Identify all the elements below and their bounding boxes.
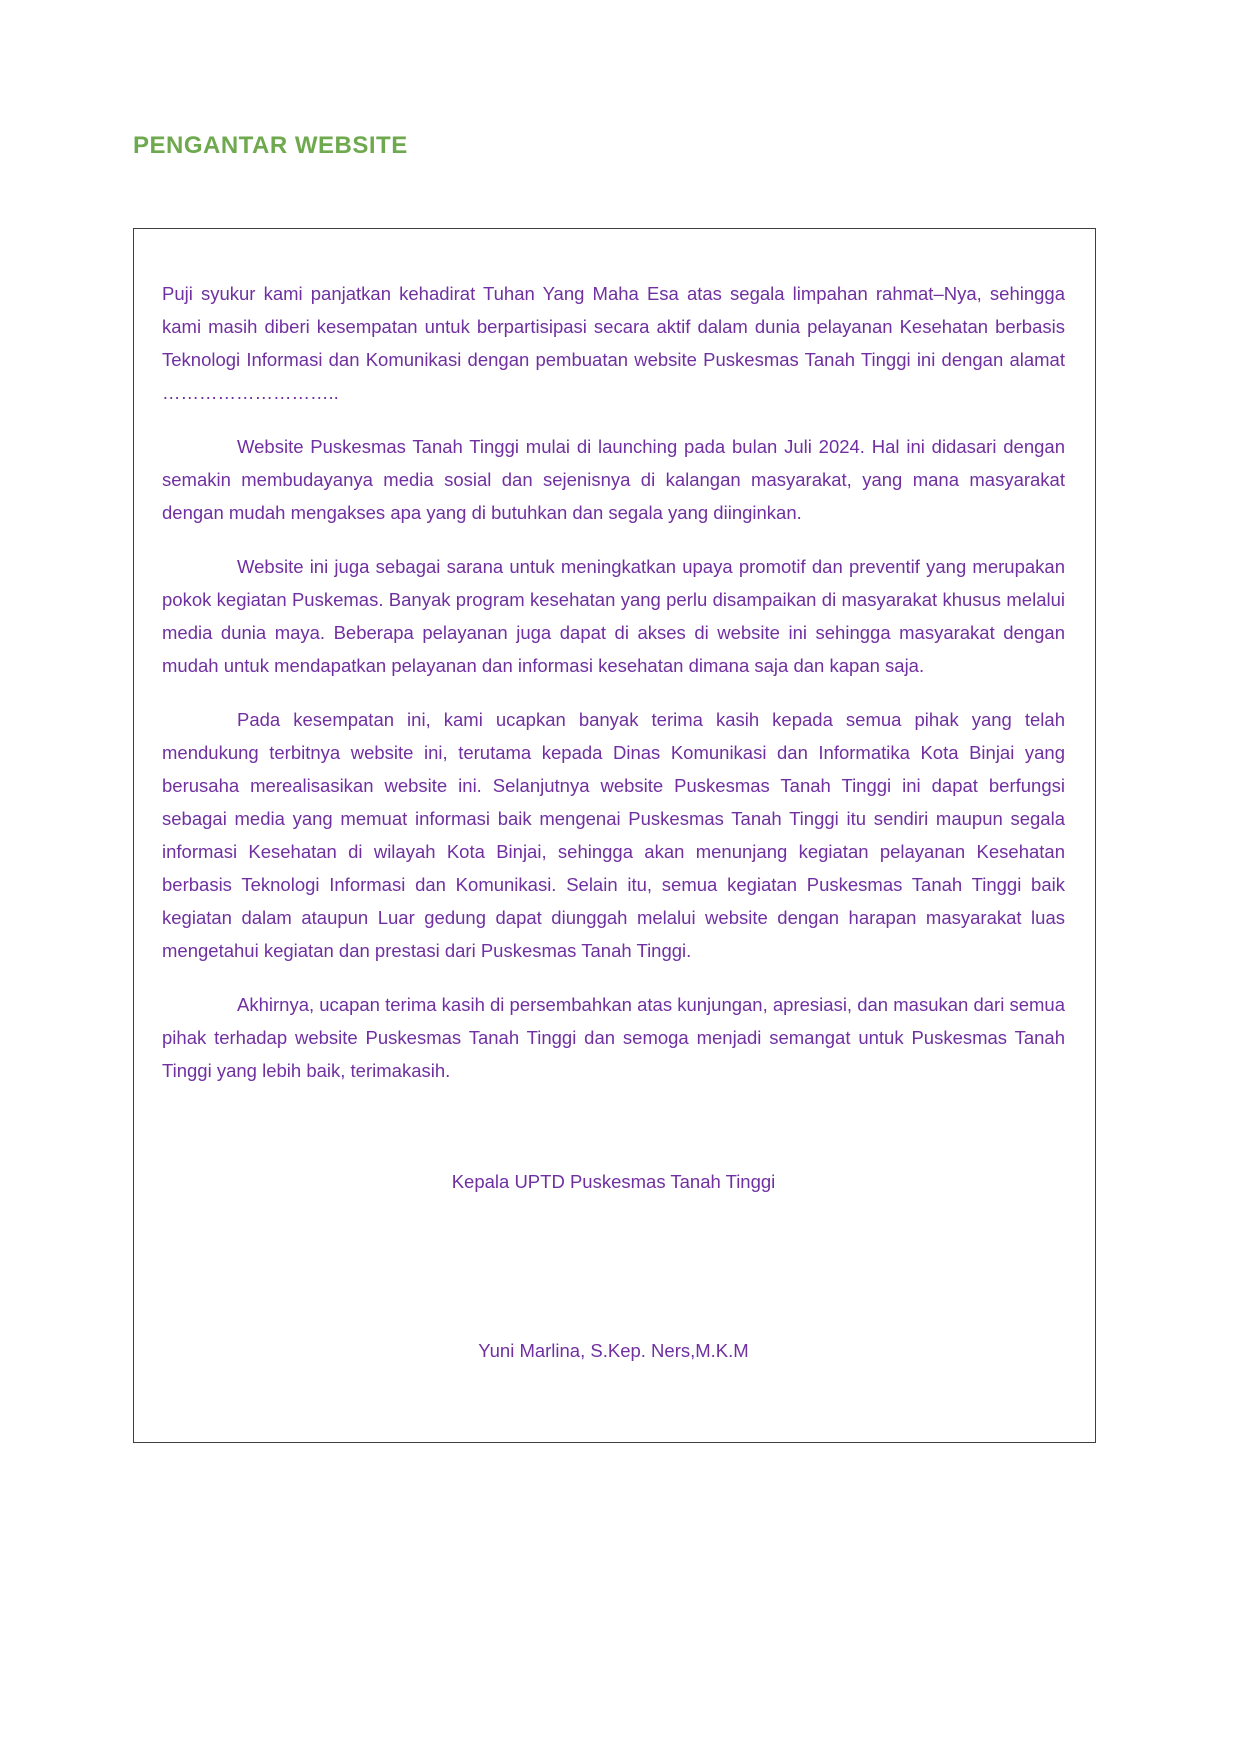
- paragraph-opening: Puji syukur kami panjatkan kehadirat Tuhan Yang Maha Esa atas segala limpahan rahmat–Nya, sehingga kami masih diberi kesempatan untuk berpartisipasi secara aktif dalam dunia pelayanan Kesehatan berbasis Teknologi Informasi dan Komunikasi dengan pembuatan website Puskesmas Tanah Tinggi ini dengan alamat ………………………..: [162, 283, 1065, 403]
- page-title: PENGANTAR WEBSITE: [133, 132, 408, 159]
- paragraph-terima-kasih-dinas: Pada kesempatan ini, kami ucapkan banyak terima kasih kepada semua pihak yang telah mendukung terbitnya website ini, terutama kepada Dinas Komunikasi dan Informatika Kota Binjai yang berusaha merealisasikan website ini. Selanjutnya website Puskesmas Tanah Tinggi ini dapat berfungsi sebagai media yang memuat informasi baik mengenai Puskesmas Tanah Tinggi itu sendiri maupun segala informasi Kesehatan di wilayah Kota Binjai, sehingga akan menunjang kegiatan pelayanan Kesehatan berbasis Teknologi Informasi dan Komunikasi. Selain itu, semua kegiatan Puskesmas Tanah Tinggi baik kegiatan dalam ataupun Luar gedung dapat diunggah melalui website dengan harapan masyarakat luas mengetahui kegiatan dan prestasi dari Puskesmas Tanah Tinggi.: [162, 709, 1065, 961]
- paragraph-sarana-promotif: Website ini juga sebagai sarana untuk meningkatkan upaya promotif dan preventif yang merupakan pokok kegiatan Puskemas. Banyak program kesehatan yang perlu disampaikan di masyarakat khusus melalui media dunia maya. Beberapa pelayanan juga dapat di akses di website ini sehingga masyarakat dengan mudah untuk mendapatkan pelayanan dan informasi kesehatan dimana saja dan kapan saja.: [162, 556, 1065, 676]
- paragraph-launching: Website Puskesmas Tanah Tinggi mulai di launching pada bulan Juli 2024. Hal ini didasari dengan semakin membudayanya media sosial dan sejenisnya di kalangan masyarakat, yang mana masyarakat dengan mudah mengakses apa yang di butuhkan dan segala yang diinginkan.: [162, 436, 1065, 523]
- paragraph-penutup: Akhirnya, ucapan terima kasih di persembahkan atas kunjungan, apresiasi, dan masukan dari semua pihak terhadap website Puskesmas Tanah Tinggi dan semoga menjadi semangat untuk Puskesmas Tanah Tinggi yang lebih baik, terimakasih.: [162, 994, 1065, 1081]
- signature-name: Yuni Marlina, S.Kep. Ners,M.K.M: [478, 1340, 749, 1361]
- letter-border-box: [133, 228, 1096, 1443]
- signature-role: Kepala UPTD Puskesmas Tanah Tinggi: [451, 1171, 776, 1192]
